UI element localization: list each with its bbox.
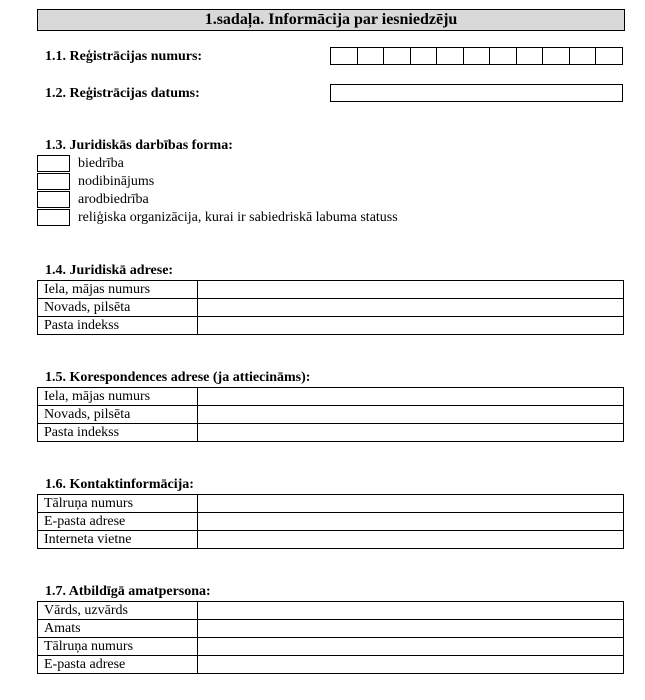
- table-row: [38, 317, 624, 335]
- legal-form-checkbox-biedriba[interactable]: [37, 155, 70, 172]
- registration-number-cell-8[interactable]: [517, 48, 544, 64]
- table-row: [38, 424, 624, 442]
- row-label: Iela, mājas numurs: [38, 281, 198, 299]
- legal-form-checkbox-arodbiedriba[interactable]: [37, 191, 70, 208]
- table-row: [38, 495, 624, 513]
- table-row: [38, 656, 624, 674]
- table-row: [38, 281, 624, 299]
- person-phone-field[interactable]: [198, 638, 624, 656]
- legal-form-checkbox-religiska-organizacija[interactable]: [37, 209, 70, 226]
- correspondence-city-field[interactable]: [198, 406, 624, 424]
- row-label: Interneta vietne: [38, 531, 198, 549]
- registration-date-label: 1.2. Reģistrācijas datums:: [45, 86, 200, 101]
- row-label: Pasta indekss: [38, 424, 198, 442]
- legal-address-postcode-field[interactable]: [198, 317, 624, 335]
- registration-number-cell-1[interactable]: [331, 48, 358, 64]
- registration-number-cell-11[interactable]: [596, 48, 623, 64]
- registration-number-label: 1.1. Reģistrācijas numurs:: [45, 49, 203, 64]
- section-title: 1.sadaļa. Informācija par iesniedzēju: [37, 9, 625, 31]
- legal-form-option-label: arodbiedrība: [78, 192, 149, 207]
- row-label: Amats: [38, 620, 198, 638]
- registration-number-cell-5[interactable]: [437, 48, 464, 64]
- registration-number-cells: [330, 47, 623, 65]
- legal-address-label: 1.4. Juridiskā adrese:: [45, 263, 174, 278]
- table-row: [38, 406, 624, 424]
- row-label: Tālruņa numurs: [38, 495, 198, 513]
- table-row: [38, 388, 624, 406]
- row-label: Pasta indekss: [38, 317, 198, 335]
- table-row: [38, 531, 624, 549]
- legal-form-option: [37, 191, 149, 209]
- contact-website-field[interactable]: [198, 531, 624, 549]
- row-label: E-pasta adrese: [38, 656, 198, 674]
- legal-address-street-field[interactable]: [198, 281, 624, 299]
- legal-form-option-label: biedrība: [78, 156, 124, 171]
- contact-info-table: [37, 494, 624, 549]
- legal-form-checkbox-nodibinajums[interactable]: [37, 173, 70, 190]
- legal-address-city-field[interactable]: [198, 299, 624, 317]
- correspondence-postcode-field[interactable]: [198, 424, 624, 442]
- table-row: [38, 602, 624, 620]
- row-label: Iela, mājas numurs: [38, 388, 198, 406]
- person-email-field[interactable]: [198, 656, 624, 674]
- legal-form-option-label: nodibinājums: [78, 174, 155, 189]
- table-row: [38, 299, 624, 317]
- row-label: Vārds, uzvārds: [38, 602, 198, 620]
- registration-number-cell-10[interactable]: [570, 48, 597, 64]
- responsible-person-table: [37, 601, 624, 674]
- registration-number-cell-9[interactable]: [543, 48, 570, 64]
- legal-address-table: [37, 280, 624, 335]
- row-label: E-pasta adrese: [38, 513, 198, 531]
- person-name-field[interactable]: [198, 602, 624, 620]
- table-row: [38, 620, 624, 638]
- table-row: [38, 638, 624, 656]
- correspondence-address-label: 1.5. Korespondences adrese (ja attiecināms):: [45, 370, 311, 385]
- legal-form-option: [37, 155, 124, 173]
- legal-form-label: 1.3. Juridiskās darbības forma:: [45, 138, 233, 153]
- row-label: Tālruņa numurs: [38, 638, 198, 656]
- legal-form-option-label: reliģiska organizācija, kurai ir sabiedriskā labuma statuss: [78, 210, 398, 225]
- registration-number-cell-6[interactable]: [464, 48, 491, 64]
- row-label: Novads, pilsēta: [38, 299, 198, 317]
- person-position-field[interactable]: [198, 620, 624, 638]
- contact-email-field[interactable]: [198, 513, 624, 531]
- registration-number-cell-2[interactable]: [358, 48, 385, 64]
- correspondence-address-table: [37, 387, 624, 442]
- legal-form-option: [37, 173, 154, 191]
- contact-info-label: 1.6. Kontaktinformācija:: [45, 477, 194, 492]
- registration-number-cell-7[interactable]: [490, 48, 517, 64]
- responsible-person-label: 1.7. Atbildīgā amatpersona:: [45, 584, 211, 599]
- legal-form-option: [37, 209, 398, 227]
- registration-number-cell-4[interactable]: [411, 48, 438, 64]
- registration-number-cell-3[interactable]: [384, 48, 411, 64]
- correspondence-street-field[interactable]: [198, 388, 624, 406]
- registration-date-field[interactable]: [330, 84, 623, 102]
- contact-phone-field[interactable]: [198, 495, 624, 513]
- row-label: Novads, pilsēta: [38, 406, 198, 424]
- table-row: [38, 513, 624, 531]
